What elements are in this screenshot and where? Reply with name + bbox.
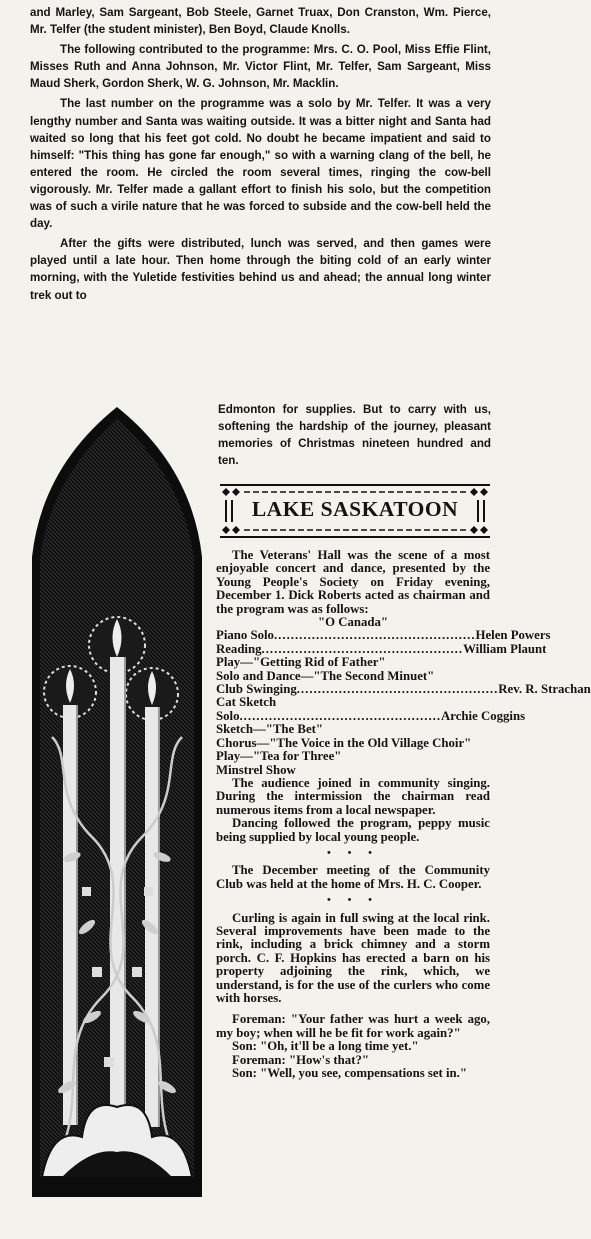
program-item-title: Piano Solo [216, 628, 274, 643]
community-club-paragraph: The December meeting of the Community Club was held at the home of Mrs. H. C. Cooper. [216, 863, 490, 891]
program-item: Solo ................................................ Archie Coggins [216, 708, 526, 723]
program-item: Club Swinging ................................................ Rev. R. Strachan [216, 682, 591, 697]
program-item: Play—"Tea for Three" [216, 749, 342, 764]
separator: • • • [326, 894, 380, 907]
program-item: Cat Sketch [216, 695, 277, 710]
paragraph-2: The following contributed to the programme: Mrs. C. O. Pool, Miss Effie Flint, Misses Ruth and Anna Johnson, Mr. Victor Flint, Mr. Telfer, Sam Sargeant, Miss Maud Sherk, Gordon Sherk, W. G. Johnson, Mr. Macklin. [30, 43, 491, 91]
lake-saskatoon-article [216, 548, 591, 1081]
dancing-paragraph: Dancing followed the program, peppy music being supplied by local young people. [216, 816, 490, 844]
program-item-title: Solo [216, 708, 240, 723]
joke [216, 1013, 490, 1080]
separator: • • • [326, 846, 380, 859]
program-item: Minstrel Show [216, 762, 296, 777]
anthem-line: "O Canada" [317, 615, 389, 630]
program-item: Solo and Dance—"The Second Minuet" [216, 668, 435, 683]
joke-line: Foreman: "Your father was hurt a week ago, my boy; when will he be fit for work again?" [216, 1012, 490, 1040]
program-item: Piano Solo ................................................ Helen Powers [216, 628, 551, 643]
program-item-title: Club Swinging [216, 682, 297, 697]
joke-line: Son: "Well, you see, compensations set in." [232, 1066, 467, 1081]
curling-paragraph: Curling is again in full swing at the local rink. Several improvements have been made to the rink, including a brick chimney and a storm porch. C. F. Hopkins has erected a barn on his property adjoining the rink, which, we understand, is for the use of the curlers who come with horses. [216, 910, 490, 1005]
program-item: Chorus—"The Voice in the Old Village Choir" [216, 735, 472, 750]
program-item-performer: Rev. R. Strachan [498, 682, 591, 697]
candles-icon [32, 407, 202, 1197]
intro-paragraph: The Veterans' Hall was the scene of a most enjoyable concert and dance, presented by the Young People's Society on Friday evening, December 1. Dick Roberts acted as chairman and the program was as follows: [216, 548, 490, 616]
paragraph-1: and Marley, Sam Sargeant, Bob Steele, Garnet Truax, Don Cranston, Wm. Pierce, Mr. Telfer (the student minister), Ben Boyd, Claude Knolls. [30, 6, 491, 37]
joke-line: Son: "Oh, it'll be a long time yet." [232, 1039, 419, 1054]
singing-paragraph: The audience joined in community singing. During the intermission the chairman read numerous items from a local newspaper. [216, 775, 490, 817]
section-title-banner [218, 482, 492, 540]
paragraph-4-cont-text: Edmonton for supplies. But to carry with us, softening the hardship of the journey, pleasant memories of Christmas nineteen hundred and ten. [218, 403, 491, 468]
program-item-performer: Archie Coggins [441, 708, 526, 723]
program-item: Reading ................................................ William Plaunt [216, 641, 547, 656]
program-item: Sketch—"The Bet" [216, 722, 323, 737]
paragraph-3: The last number on the programme was a solo by Mr. Telfer. It was a very lengthy number and Santa was waiting outside. It was a bitter night and Santa had waited so long that his feet got cold. No doubt he became impatient and said to himself: "This thing has gone far enough," so with a warning clang of the bell, he entered the room. He circled the room several times, ringing the cow-bell vigorously. Mr. Telfer made a gallant effort to finish his solo, but the competition was of such a virile nature that he was forced to subside and the cow-bell held the day. [30, 97, 491, 231]
paragraph-4: After the gifts were distributed, lunch was served, and then games were played until a late hour. Then home through the biting cold of an early winter morning, with the Yuletide festivities behind us and ahead; the annual long winter trek out to [30, 237, 491, 302]
program-item: Play—"Getting Rid of Father" [216, 655, 386, 670]
christmas-candles-illustration [32, 407, 202, 1197]
section-title: LAKE SASKATOON [251, 497, 459, 521]
joke-line: Foreman: "How's that?" [232, 1052, 369, 1067]
program-list [216, 628, 591, 777]
program-item-performer: Helen Powers [475, 628, 551, 643]
program-item-title: Reading [216, 641, 262, 656]
paragraph-4-continuation [218, 401, 491, 469]
program-item-performer: William Plaunt [463, 641, 547, 656]
top-article-text [30, 4, 491, 304]
